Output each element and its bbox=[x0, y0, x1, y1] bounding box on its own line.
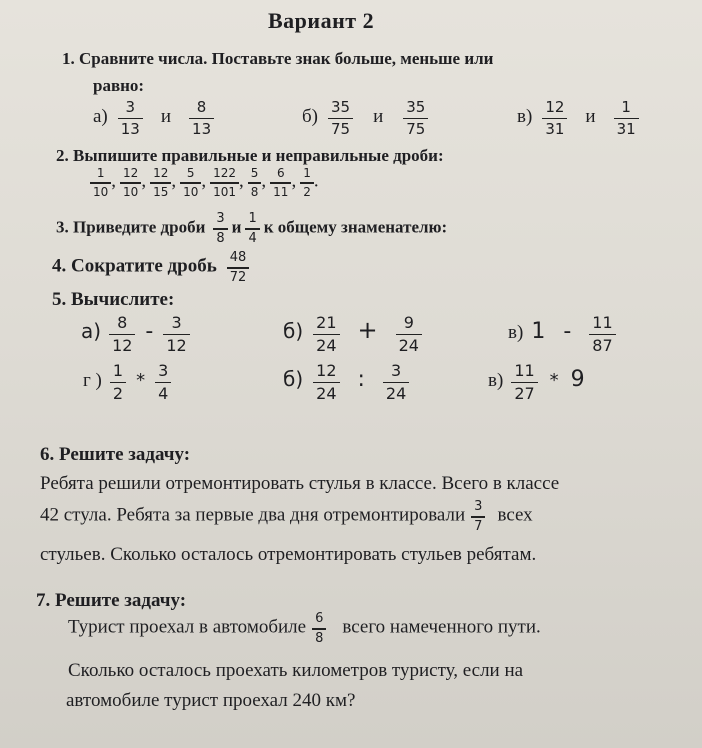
fraction-bar bbox=[180, 182, 201, 184]
fraction-bar bbox=[150, 182, 171, 184]
denominator: 31 bbox=[616, 120, 636, 138]
item-label: а) bbox=[81, 319, 102, 344]
task7-line1-end: всего намеченного пути. bbox=[342, 616, 541, 638]
numerator: 12 bbox=[123, 166, 139, 180]
fraction-bar bbox=[163, 334, 189, 336]
operator: - bbox=[145, 319, 154, 345]
denominator: 11 bbox=[273, 184, 289, 199]
fraction-bar bbox=[511, 382, 537, 384]
denominator: 2 bbox=[112, 384, 124, 404]
fraction-bar bbox=[300, 182, 314, 184]
numerator: 1 bbox=[248, 211, 257, 226]
fraction bbox=[313, 362, 339, 403]
numerator: 11 bbox=[592, 313, 613, 332]
fraction bbox=[589, 314, 615, 355]
task5-item-c bbox=[508, 314, 616, 355]
separator: , bbox=[171, 170, 177, 192]
task3-heading: 3. Приведите дроби bbox=[56, 217, 206, 237]
denominator: 10 bbox=[183, 184, 199, 199]
item-label: в) bbox=[517, 105, 533, 127]
fraction bbox=[163, 314, 189, 355]
fraction bbox=[227, 251, 250, 285]
fraction bbox=[90, 167, 111, 199]
conjunction: и bbox=[160, 105, 172, 127]
numerator: 12 bbox=[153, 166, 169, 180]
denominator: 12 bbox=[166, 336, 187, 356]
fraction bbox=[245, 212, 259, 246]
numerator: 3 bbox=[391, 361, 402, 380]
task2-heading: 2. Выпишите правильные и неправильные дроби: bbox=[56, 146, 444, 165]
fraction-bar bbox=[90, 182, 111, 184]
denominator: 2 bbox=[303, 184, 311, 199]
denominator: 4 bbox=[158, 384, 169, 404]
numerator: 5 bbox=[250, 166, 259, 180]
denominator: 15 bbox=[153, 184, 169, 199]
numerator: 1 bbox=[303, 166, 311, 180]
separator: , bbox=[261, 170, 267, 192]
fraction bbox=[110, 362, 126, 403]
fraction-bar bbox=[118, 118, 143, 120]
denominator: 24 bbox=[316, 336, 337, 356]
denominator: 27 bbox=[514, 384, 535, 404]
numerator: 8 bbox=[117, 313, 128, 332]
fraction bbox=[150, 167, 171, 199]
fraction bbox=[189, 99, 214, 138]
denominator: 10 bbox=[93, 184, 109, 199]
fraction-bar bbox=[396, 334, 422, 336]
fraction-bar bbox=[313, 334, 339, 336]
numerator: 35 bbox=[331, 98, 351, 116]
task6-line2-end: всех bbox=[497, 504, 533, 526]
item-label: б) bbox=[302, 105, 318, 127]
denominator: 7 bbox=[474, 518, 483, 534]
numerator: 1 bbox=[96, 166, 105, 180]
task6-heading: 6. Решите задачу: bbox=[40, 444, 191, 465]
item-label: г ) bbox=[83, 370, 102, 392]
task1-item-a bbox=[93, 99, 214, 138]
item-label: б) bbox=[283, 367, 304, 392]
fraction bbox=[248, 167, 262, 199]
fraction bbox=[511, 362, 537, 403]
whole-number: 1 bbox=[531, 319, 546, 345]
fraction-bar bbox=[213, 228, 227, 230]
numerator: 9 bbox=[403, 313, 414, 332]
task7-line1-start: Турист проехал в автомобиле bbox=[68, 616, 307, 638]
fraction-bar bbox=[542, 118, 567, 120]
task5-item-a bbox=[81, 314, 190, 355]
task5-heading: 5. Вычислите: bbox=[52, 289, 175, 310]
task6-line2 bbox=[40, 500, 533, 534]
task1-heading: 1. Сравните числа. Поставьте знак больше, меньше или bbox=[62, 49, 494, 68]
fraction-bar bbox=[120, 182, 141, 184]
task5-item-e bbox=[283, 362, 409, 403]
variant-title: Вариант 2 bbox=[268, 8, 375, 33]
fraction bbox=[213, 212, 227, 246]
fraction-bar bbox=[471, 516, 485, 518]
fraction bbox=[180, 167, 201, 199]
fraction bbox=[383, 362, 409, 403]
denominator: 72 bbox=[229, 269, 247, 285]
denominator: 8 bbox=[250, 184, 259, 199]
fraction bbox=[542, 99, 567, 138]
item-label: б) bbox=[283, 319, 304, 344]
fraction bbox=[109, 314, 135, 355]
fraction bbox=[471, 500, 485, 534]
numerator: 6 bbox=[315, 611, 324, 626]
task7-line1 bbox=[68, 612, 541, 646]
fraction-bar bbox=[589, 334, 615, 336]
denominator: 8 bbox=[315, 630, 324, 646]
fraction bbox=[210, 167, 239, 199]
separator: , bbox=[239, 170, 244, 192]
fraction bbox=[313, 314, 339, 355]
denominator: 24 bbox=[385, 384, 407, 404]
numerator: 12 bbox=[545, 98, 565, 116]
numerator: 3 bbox=[171, 313, 182, 332]
denominator: 101 bbox=[213, 184, 237, 199]
whole-number: 9 bbox=[570, 367, 585, 393]
denominator: 13 bbox=[120, 120, 140, 138]
task3-line bbox=[56, 212, 447, 246]
numerator: 3 bbox=[125, 98, 136, 116]
task1-item-b bbox=[302, 99, 428, 138]
denominator: 75 bbox=[331, 120, 351, 138]
fraction-bar bbox=[313, 382, 339, 384]
numerator: 35 bbox=[406, 98, 426, 116]
fraction-bar bbox=[614, 118, 639, 120]
task2-fraction-list bbox=[90, 167, 319, 199]
fraction-bar bbox=[227, 267, 250, 269]
fraction-bar bbox=[109, 334, 135, 336]
denominator: 4 bbox=[248, 230, 257, 246]
fraction-bar bbox=[189, 118, 214, 120]
denominator: 75 bbox=[406, 120, 426, 138]
denominator: 87 bbox=[592, 336, 613, 356]
fraction bbox=[403, 99, 428, 138]
fraction-bar bbox=[403, 118, 428, 120]
operator: * bbox=[549, 370, 559, 392]
numerator: 3 bbox=[158, 361, 169, 380]
fraction bbox=[118, 99, 143, 138]
end-dot: . bbox=[313, 170, 319, 192]
fraction bbox=[614, 99, 639, 138]
separator: , bbox=[111, 170, 117, 192]
conjunction: и bbox=[373, 105, 384, 127]
operator: * bbox=[136, 370, 146, 392]
task4-line bbox=[52, 251, 249, 285]
denominator: 24 bbox=[316, 384, 337, 404]
item-label: а) bbox=[93, 105, 108, 127]
operator: + bbox=[357, 316, 378, 345]
fraction-bar bbox=[312, 628, 326, 630]
separator: , bbox=[201, 170, 207, 192]
task7-heading: 7. Решите задачу: bbox=[36, 590, 187, 611]
fraction-bar bbox=[245, 228, 259, 230]
fraction-bar bbox=[328, 118, 353, 120]
task6-line2-start: 42 стула. Ребята за первые два дня отремонтировали bbox=[40, 504, 466, 526]
fraction-bar bbox=[210, 182, 239, 184]
fraction bbox=[270, 167, 291, 199]
conjunction: и bbox=[231, 217, 242, 237]
separator: , bbox=[291, 170, 297, 192]
task7-line3: автомобиле турист проехал 240 км? bbox=[66, 690, 356, 711]
fraction-bar bbox=[270, 182, 291, 184]
numerator: 21 bbox=[316, 313, 337, 332]
denominator: 12 bbox=[112, 336, 133, 356]
item-label: в) bbox=[488, 370, 504, 392]
fraction bbox=[300, 167, 314, 199]
task6-line3: стульев. Сколько осталось отремонтировать стульев ребятам. bbox=[40, 544, 537, 565]
numerator: 122 bbox=[213, 166, 237, 180]
task6-line1: Ребята решили отремонтировать стулья в классе. Всего в классе bbox=[40, 473, 560, 494]
item-label: в) bbox=[508, 322, 524, 344]
numerator: 48 bbox=[229, 250, 247, 265]
fraction bbox=[155, 362, 171, 403]
fraction bbox=[396, 314, 422, 355]
fraction-bar bbox=[383, 382, 409, 384]
fraction bbox=[328, 99, 353, 138]
fraction bbox=[120, 167, 141, 199]
fraction-bar bbox=[110, 382, 126, 384]
conjunction: и bbox=[585, 105, 596, 127]
numerator: 6 bbox=[276, 166, 285, 180]
task1-item-c bbox=[517, 99, 639, 138]
task7-line2: Сколько осталось проехать километров туристу, если на bbox=[68, 660, 524, 681]
fraction bbox=[312, 612, 326, 646]
numerator: 5 bbox=[186, 166, 195, 180]
task5-item-d bbox=[83, 362, 171, 403]
numerator: 12 bbox=[316, 361, 337, 380]
denominator: 10 bbox=[123, 184, 139, 199]
operator: - bbox=[563, 319, 572, 345]
task3-tail: к общему знаменателю: bbox=[263, 217, 448, 237]
numerator: 8 bbox=[196, 98, 207, 116]
fraction-bar bbox=[248, 182, 262, 184]
task5-item-b bbox=[283, 314, 422, 355]
numerator: 1 bbox=[621, 98, 631, 116]
fraction-bar bbox=[155, 382, 171, 384]
task4-heading: 4. Сократите дробь bbox=[52, 255, 217, 277]
denominator: 31 bbox=[545, 120, 565, 138]
numerator: 3 bbox=[474, 499, 483, 514]
numerator: 1 bbox=[112, 361, 124, 380]
separator: , bbox=[141, 170, 147, 192]
numerator: 3 bbox=[216, 211, 225, 226]
denominator: 8 bbox=[216, 230, 225, 246]
task5-item-f bbox=[488, 362, 585, 403]
operator: : bbox=[357, 367, 365, 393]
denominator: 13 bbox=[192, 120, 212, 138]
denominator: 24 bbox=[398, 336, 419, 356]
task1-heading-cont: равно: bbox=[93, 76, 145, 95]
numerator: 11 bbox=[514, 361, 535, 380]
